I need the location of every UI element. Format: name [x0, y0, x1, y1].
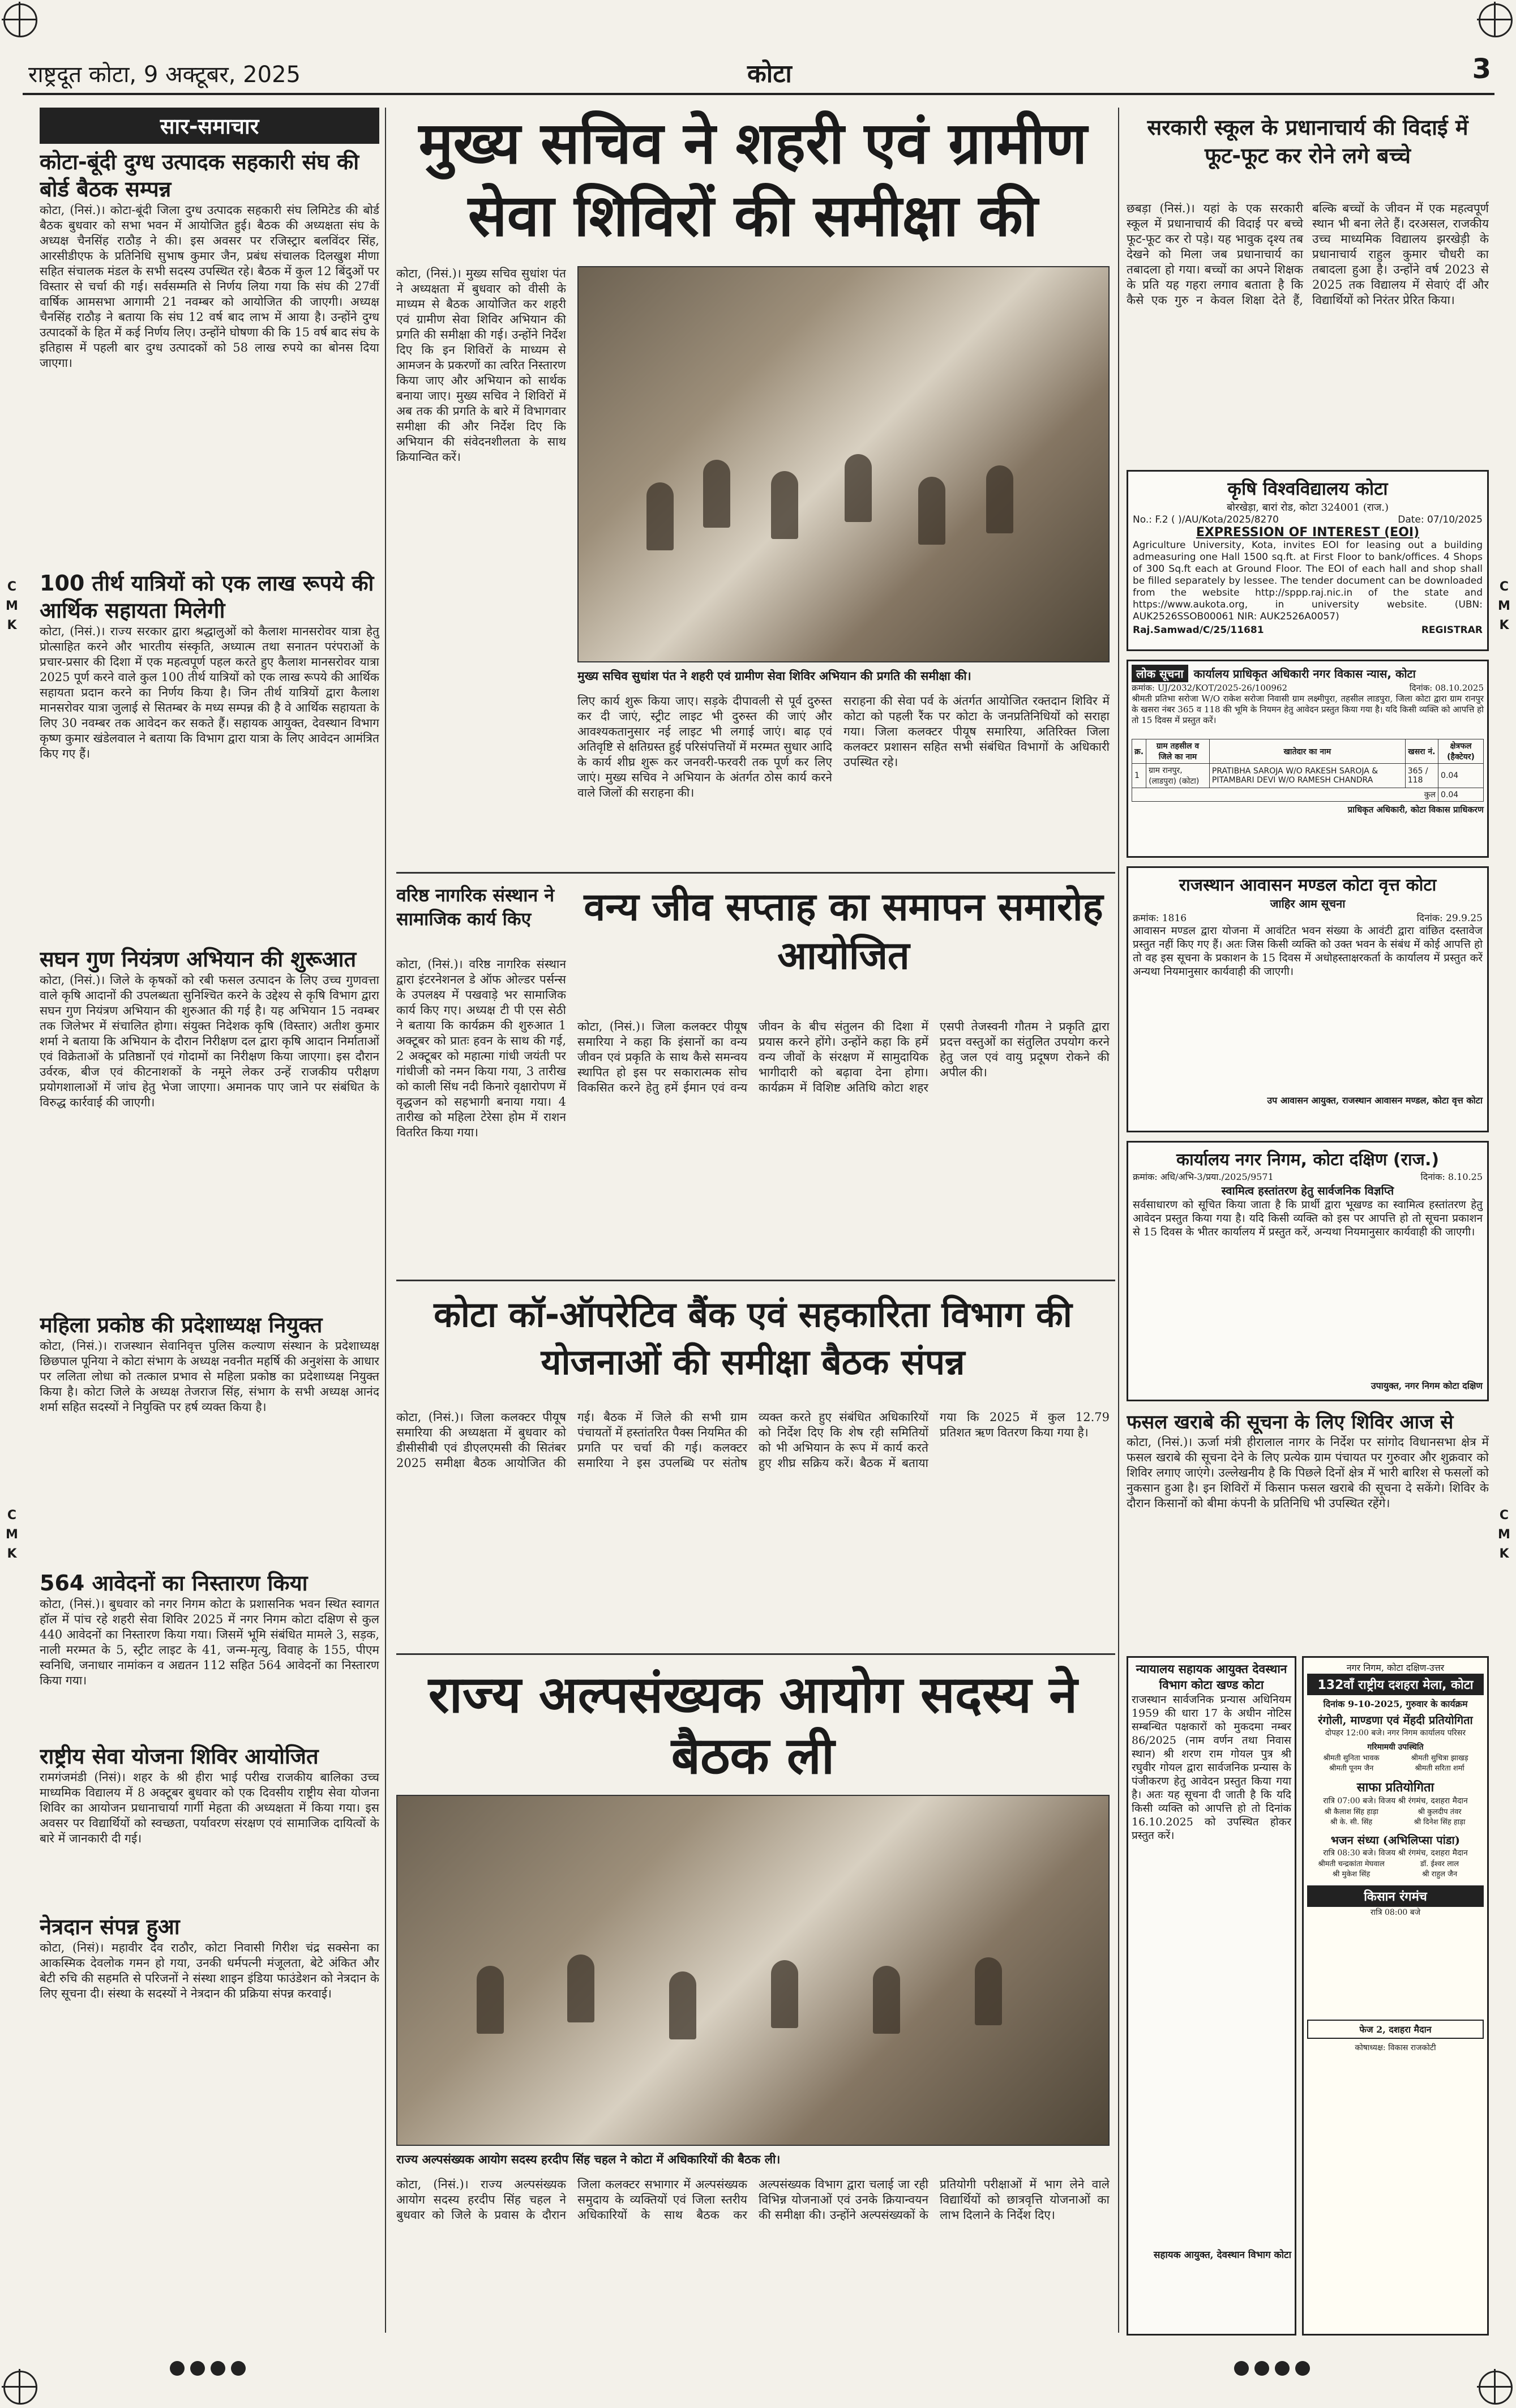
- ad-university-subtitle: बोरखेड़ा, बारां रोड, कोटा 324001 (राज.): [1226, 502, 1389, 514]
- minority-photo-caption: राज्य अल्पसंख्यक आयोग सदस्य हरदीप सिंह चहल ने कोटा में अधिकारियों की बैठक ली।: [396, 2153, 781, 2166]
- ad-nigam-date: दिनांक: 8.10.25: [1420, 1171, 1483, 1182]
- guest-name: श्री राहुल जैन: [1421, 1870, 1458, 1879]
- sidebar-story-text: कोटा, (निसं.)। राज्य सरकार द्वारा श्रद्धालुओं को कैलाश मानसरोवर यात्रा हेतु प्रोत्साहित करने और भारतीय संस्कृति, अध्यात्म तथा सनातन परंपराओं के प्रचार-प्रसार की दिशा में एक महत्वपूर्ण पहल करते हुए कैलाश मानसरोवर यात्रा 2025 पूर्ण करने वाले कुल 100 तीर्थ यात्रियों को एक लाख रूपये की आर्थिक सहायता प्रदान करने का निर्णय किया है। जिन तीर्थ यात्रियों द्वारा कैलाश मानसरोवर यात्रा जुलाई से सितम्बर के मध्य सम्पन्न की है वे आर्थिक सहायता के लिए 30 नवम्बर तक आवेदन कर सकते हैं। सहायक आयुक्त, देवस्थान विभाग कृष्ण कुमार खंडेलवाल ने बताया कि विभाग द्वारा यात्रा के लिए आवेदन आमंत्रित किए गए हैं।: [40, 625, 379, 760]
- ad-dussehra-event1-time: दोपहर 12:00 बजे। नगर निगम कार्यालय परिसर: [1325, 1729, 1466, 1738]
- cmk-mark-right-2: C M K: [1498, 1508, 1510, 1561]
- ad-nigam: [1127, 1141, 1489, 1401]
- table-header: ग्राम तहसील व जिले का नाम: [1146, 739, 1210, 764]
- lead-headline: मुख्य सचिव ने शहरी एवं ग्रामीण सेवा शिविरों की समीक्षा की: [418, 110, 1087, 250]
- ad-uit: [1127, 660, 1489, 858]
- ad-dussehra-guests-label: गरिमामयी उपस्थिति: [1367, 1743, 1424, 1752]
- varishth-headline: वरिष्ठ नागरिक संस्थान ने सामाजिक कार्य किए: [396, 884, 555, 930]
- guest-name: श्री दिनेश सिंह हाड़ा: [1414, 1818, 1466, 1827]
- ad-devasthan-signatory: सहायक आयुक्त, देवस्थान विभाग कोटा: [1153, 2249, 1291, 2261]
- section-rule: [396, 872, 1115, 874]
- ad-dussehra-title: 132वाँ राष्ट्रीय दशहरा मेला, कोटा: [1307, 1674, 1484, 1695]
- registration-mark-top-right: [1479, 3, 1513, 37]
- paper-date: राष्ट्रदूत कोटा, 9 अक्टूबर, 2025: [28, 62, 301, 88]
- guest-name: श्रीमती चन्द्रकांता मेघवाल: [1318, 1860, 1385, 1868]
- ad-devasthan-text: राजस्थान सार्वजनिक प्रन्यास अधिनियम 1959 की धारा 17 के अधीन नोटिस सम्बन्धित पक्षकारों को मुकदमा नम्बर 86/2025 (नाम वर्णन तथा निवास स्थान) श्री शरण राम गोयल पुत्र श्री रघुवीर गोयल द्वारा सार्वजनिक प्रन्यास के पंजीकरण हेतु आवेदन प्रस्तुत किया गया है। अतः यह सूचना दी जाती है कि यदि किसी व्यक्ति को आपत्ति हो तो दिनांक 16.10.2025 को उपस्थित होकर प्रस्तुत करें।: [1132, 1693, 1291, 1842]
- table-header: क्र.: [1132, 739, 1146, 764]
- ad-housing: [1127, 866, 1489, 1132]
- ad-devasthan: [1127, 1656, 1296, 2336]
- ad-housing-ref: क्रमांक: 1816: [1133, 913, 1187, 924]
- ad-university-title: कृषि विश्वविद्यालय कोटा: [1227, 478, 1388, 499]
- sidebar-story-headline: कोटा-बूंदी दुग्ध उत्पादक सहकारी संघ की बोर्ड बैठक सम्पन्न: [40, 149, 359, 202]
- school-headline: सरकारी स्कूल के प्रधानाचार्य की विदाई में फूट-फूट कर रोने लगे बच्चे: [1147, 115, 1468, 168]
- sidebar-story-text: रामगंजमंडी (निसं)। शहर के श्री हीरा भाई परीख राजकीय बालिका उच्च माध्यमिक विद्यालय में 8 अक्टूबर बुधवार को एक दिवसीय राष्ट्रीय सेवा योजना शिविर का आयोजन प्रधानाचार्या गार्गी मेहता की अध्यक्षता में किया गया। इस अवसर पर विद्यार्थियों को स्वच्छता, पर्यावरण संरक्षण एवं सामाजिक दायित्वों के बारे में जानकारी दी गई।: [40, 1770, 379, 1845]
- ad-uit-signatory: प्राधिकृत अधिकारी, कोटा विकास प्राधिकरण: [1347, 805, 1484, 815]
- sidebar-story-text: कोटा, (निसं.)। जिले के कृषकों को रबी फसल उत्पादन के लिए उच्च गुणवत्ता वाले कृषि आदानों की उपलब्धता सुनिश्चित करने के उद्देश्य से कृषि विभाग द्वारा सघन गुण नियंत्रण अभियान की शुरुआत की गई है। यह अभियान 15 नवम्बर तक जिलेभर में संचालित होगा। संयुक्त निदेशक कृषि (विस्तार) अतीश कुमार शर्मा ने बताया कि अभियान के दौरान निरीक्षण दल द्वारा कृषि आदान निर्माताओं एवं विक्रेताओं के प्रतिष्ठानों एवं गोदामों का निरीक्षण किया जाएगा। इस दौरान उर्वरक, बीज एवं कीटनाशकों के नमूने लेकर उन्हें राजकीय परीक्षण प्रयोगशालाओं में जांच हेतु भेजा जाएगा। अमानक पाए जाने पर संबंधित के विरुद्ध कार्रवाई की जाएगी।: [40, 973, 379, 1109]
- sidebar-story-headline: महिला प्रकोष्ठ की प्रदेशाध्यक्ष नियुक्त: [40, 1312, 323, 1337]
- sidebar-story-headline: सघन गुण नियंत्रण अभियान की शुरूआत: [40, 947, 357, 972]
- guest-name: डॉ. ईश्वर लाल: [1420, 1860, 1459, 1868]
- guest-name: श्रीमती पूनम जैन: [1329, 1764, 1374, 1773]
- table-header: खसरा नं.: [1405, 739, 1438, 764]
- guest-name: श्री के. सी. सिंह: [1330, 1818, 1373, 1827]
- guest-name: श्रीमती सुचित्रा झाखड़: [1411, 1754, 1468, 1763]
- ad-dussehra-top: नगर निगम, कोटा दक्षिण-उत्तर: [1346, 1662, 1445, 1673]
- ad-nigam-subtitle: स्वामित्व हस्तांतरण हेतु सार्वजनिक विज्ञप्ति: [1221, 1184, 1394, 1197]
- ad-uit-label: लोक सूचना: [1132, 665, 1188, 682]
- ad-dussehra-event4: किसान रंगमंच: [1307, 1885, 1484, 1907]
- ad-housing-signatory: उप आवासन आयुक्त, राजस्थान आवासन मण्डल, कोटा वृत्त कोटा: [1267, 1095, 1483, 1106]
- page-header: [23, 50, 1494, 95]
- lead-text-a: लिए कार्य शुरू किया जाए। सड़के दीपावली से पूर्व दुरुस्त कर दी जाएं, स्ट्रीट लाइट भी दुरुस्त की जाएं और आवश्यकतानुसार नई लाइट भी लगाई जाएं। बाढ़ एवं अतिवृष्टि से क्षतिग्रस्त हुई परिसंपत्तियों में मरम्मत सुधार आदि के कार्य शीघ्र शुरू कर जनवरी-फरवरी तक पूर्ण कर लिए जाएं। मुख्य सचिव ने अभियान के अंतर्गत ठोस कार्य करने वाले जिलों की सराहना की।: [577, 694, 832, 799]
- guest-name: श्री कुलदीप तंवर: [1417, 1808, 1462, 1816]
- cmk-mark-right-1: C M K: [1498, 580, 1510, 632]
- guest-name: श्री कैलाश सिंह हाड़ा: [1324, 1808, 1378, 1816]
- table-cell: 1: [1132, 764, 1146, 788]
- ad-uit-ref: क्रमांक: UJ/2032/KOT/2025-26/100962: [1132, 683, 1288, 693]
- cmk-mark-left-1: C M K: [6, 580, 18, 632]
- section-rule: [396, 1280, 1115, 1281]
- sidebar-story-headline: 564 आवेदनों का निस्तारण किया: [40, 1571, 308, 1596]
- ad-nigam-title: कार्यालय नगर निगम, कोटा दक्षिण (राज.): [1176, 1150, 1440, 1170]
- ad-dussehra-event4-time: रात्रि 08:00 बजे: [1370, 1908, 1421, 1917]
- ad-dussehra-event2: साफा प्रतियोगिता: [1356, 1780, 1434, 1795]
- cooperative-text: कोटा, (निसं.)। जिला कलक्टर पीयूष समारिया की अध्यक्षता में बुधवार को डीसीसीबी एवं डीएलएमसी की सितंबर 2025 समीक्षा बैठक आयोजित की गई। बैठक में जिले की सभी ग्राम पंचायतों में हस्तांतरित पैक्स नियमित की प्रगति पर चर्चा की गई। कलक्टर समारिया ने इस उपलब्धि पर संतोष व्यक्त करते हुए संबंधित अधिकारियों को निर्देश दिए कि शेष रही समितियों को भी अभियान के रूप में कार्य करते हुए शीघ्र सक्रिय करें। बैठक में बताया गया कि 2025 में कुल 12.79 प्रतिशत ऋण वितरण किया गया है।: [396, 1410, 1110, 1470]
- minority-text: कोटा, (निसं.)। राज्य अल्पसंख्यक आयोग सदस्य हरदीप सिंह चहल ने बुधवार को जिले के प्रवास के दौरान जिला कलक्टर सभागार में अल्पसंख्यक समुदाय के व्यक्तियों एवं जिला स्तरीय अधिकारियों के साथ बैठक कर अल्पसंख्यक विभाग द्वारा चलाई जा रही विभिन्न योजनाओं एवं उनके क्रियान्वयन की समीक्षा की। उन्होंने अल्पसंख्यकों के प्रतियोगी परीक्षाओं में भाग लेने वाले विद्यार्थियों को छात्रवृत्ति योजनाओं का लाभ दिलाने के निर्देश दिए।: [396, 2178, 1110, 2222]
- column-rule: [385, 108, 386, 2333]
- sidebar-title: सार-समाचार: [40, 108, 379, 144]
- print-dots-right: [1234, 2361, 1347, 2384]
- table-header: खातेदार का नाम: [1209, 739, 1405, 764]
- ad-uit-date: दिनांक: 08.10.2025: [1409, 683, 1484, 693]
- guest-name: श्रीमती सरिता शर्मा: [1415, 1764, 1464, 1773]
- registration-mark-top-left: [3, 3, 37, 37]
- ad-dussehra: [1302, 1656, 1489, 2336]
- table-cell: ग्राम रानपुर, (लाडपुरा) (कोटा): [1146, 764, 1210, 788]
- ad-university-heading: EXPRESSION OF INTEREST (EOI): [1196, 525, 1420, 540]
- ad-university: [1127, 470, 1489, 651]
- cooperative-headline: कोटा कॉ-ऑपरेटिव बैंक एवं सहकारिता विभाग की योजनाओं की समीक्षा बैठक संपन्न: [434, 1294, 1072, 1383]
- ad-devasthan-title: न्यायालय सहायक आयुक्त देवस्थान विभाग कोटा खण्ड कोटा: [1136, 1662, 1287, 1692]
- lead-photo-caption: मुख्य सचिव सुधांश पंत ने शहरी एवं ग्रामीण सेवा शिविर अभियान की प्रगति की समीक्षा की।: [577, 669, 971, 683]
- sidebar-story-text: कोटा, (निसं.)। बुधवार को नगर निगम कोटा के प्रशासनिक भवन स्थित स्वागत हॉल में पांच रहे शहरी सेवा शिविर 2025 में नगर निगम कोटा दक्षिण से कुल 440 आवेदनों का निस्तारण किया गया। जिसमें भूमि संबंधित मामले 3, सड़क, नाली मरम्मत के 5, स्ट्रीट लाइट के 41, जन्म-मृत्यु, विवाह के 155, पीएम स्वनिधि, जनाधार नामांकन व अद्यतन 112 सहित 564 आवेदनों का निस्तारण किया गया।: [40, 1597, 379, 1687]
- ad-nigam-signatory: उपायुक्त, नगर निगम कोटा दक्षिण: [1371, 1380, 1483, 1391]
- ad-dussehra-event3-time: रात्रि 08:30 बजे। विजय श्री रंगमंच, दशहरा मैदान: [1323, 1849, 1468, 1858]
- print-dots-left: [170, 2361, 283, 2384]
- registration-mark-bottom-right: [1479, 2371, 1513, 2405]
- flood-story: [1127, 1410, 1489, 1648]
- ad-university-text: Agriculture University, Kota, invites EOI for leasing out a building admeasuring one Hall 1500 sq.ft. at First Floor to bank/offices. 4 Shops of 300 Sq.ft each at Ground Floor. The EOI of each hall and shop shall be filled separately by lessee. The tender document can be downloaded from the website http://sppp.raj.nic.in of the state and https://www.aukota.org, in university website. (UBN: AUK2526SSOB00061 NIR: AUK2526A0057): [1133, 540, 1483, 622]
- vanya-text: कोटा, (निसं.)। जिला कलक्टर पीयूष समारिया ने कहा कि इंसानों का वन्य जीवन एवं प्रकृति के साथ कैसे समन्वय स्थापित हो इस पर सकारात्मक सोच विकसित करने हेतु हमें ईमान एवं वन्य जीवन के बीच संतुलन की दिशा में प्रयास करने होंगे। उन्होंने कहा कि हमें वन्य जीवों के संरक्षण में सामुदायिक भागीदारी को बढ़ावा देना होगा। कार्यक्रम में विशिष्ट अतिथि कोटा शहर एसपी तेजस्वनी गौतम ने प्रकृति द्वारा प्रदत्त वस्तुओं का संतुलित उपयोग करने हेतु जल एवं वायु प्रदूषण रोकने की अपील की।: [577, 1020, 1110, 1094]
- ad-housing-subtitle: जाहिर आम सूचना: [1270, 897, 1346, 910]
- ad-university-signatory: REGISTRAR: [1421, 625, 1483, 636]
- minority-headline: राज्य अल्पसंख्यक आयोग सदस्य ने बैठक ली: [428, 1665, 1078, 1786]
- ad-dussehra-date: दिनांक 9-10-2025, गुरुवार के कार्यक्रम: [1323, 1699, 1468, 1709]
- ad-dussehra-venue: फेज 2, दशहरा मैदान: [1307, 2020, 1484, 2039]
- ad-dussehra-footer: कोषाध्यक्ष: विकास राजकोटी: [1355, 2043, 1436, 2052]
- sidebar-story-headline: 100 तीर्थ यात्रियों को एक लाख रूपये की आर्थिक सहायता मिलेगी: [40, 571, 374, 623]
- ad-university-ref: No.: F.2 ( )/AU/Kota/2025/8270: [1133, 514, 1279, 525]
- sidebar-story-headline: नेत्रदान संपन्न हुआ: [40, 1914, 180, 1939]
- ad-university-date: Date: 07/10/2025: [1398, 514, 1483, 525]
- guest-name: श्री मुकेश सिंह: [1332, 1870, 1371, 1879]
- registration-mark-bottom-left: [3, 2371, 37, 2405]
- varishth-text: कोटा, (निसं.)। वरिष्ठ नागरिक संस्थान द्वारा इंटरनेशनल डे ऑफ ओल्डर पर्सन्स के उपलक्ष्य में पखवाड़े भर सामाजिक कार्य किए गए। अध्यक्ष टी पी एस सेठी ने बताया कि कार्यक्रम की शुरुआत 1 अक्टूबर को प्रातः हवन के साथ की गई, 2 अक्टूबर को महात्मा गांधी जयंती पर गांधीजी को नमन किया गया, 3 तारीख को काली सिंध नदी किनारे वृक्षारोपण में वृद्धजन को सहभागी बनाया गया। 4 तारीख को महिला टेरेसा होम में राशन वितरित किया गया।: [396, 957, 566, 1139]
- table-cell: PRATIBHA SAROJA W/O RAKESH SAROJA & PITAMBARI DEVI W/O RAMESH CHANDRA: [1209, 764, 1405, 788]
- table-row: [1132, 764, 1484, 788]
- school-text: छबड़ा (निसं.)। यहां के एक सरकारी स्कूल में प्रधानाचार्य की विदाई पर बच्चे फूट-फूट कर रो पड़े। यह भावुक दृश्य तब देखने को मिला जब प्रधानाचार्य का तबादला हो गया। बच्चों का अपने शिक्षक के प्रति यह गहरा लगाव बताता है कि कैसे एक गुरु न केवल शिक्षा देते हैं, बल्कि बच्चों के जीवन में एक महत्वपूर्ण स्थान भी बना लेते हैं। दरअसल, राजकीय उच्च माध्यमिक विद्यालय झरखेड़ी के प्रधानाचार्य राहुल कुमार चौधरी का तबादला हुआ है। उन्होंने वर्ष 2023 से 2025 तक विद्यालय में सेवाएं दीं और विद्यार्थियों को निरंतर प्रेरित किया।: [1127, 202, 1489, 307]
- ad-dussehra-event3: भजन संध्या (अभिलिप्सा पांडा): [1330, 1833, 1461, 1847]
- guest-name: श्रीमती सुनिता भावक: [1323, 1754, 1380, 1763]
- ad-dussehra-event1: रंगोली, माण्डणा एवं मेंहदी प्रतियोगिता: [1318, 1713, 1473, 1727]
- ad-nigam-ref: क्रमांक: अधि/अभि-3/प्रया./2025/9571: [1133, 1171, 1274, 1182]
- page-number: 3: [1472, 53, 1491, 85]
- sidebar-story-text: कोटा, (निसं.)। कोटा-बूंदी जिला दुग्ध उत्पादक सहकारी संघ लिमिटेड की बोर्ड बैठक बुधवार को सभा भवन में आयोजित हुई। बैठक की अध्यक्षता संघ के अध्यक्ष चैनसिंह राठौड़ ने की। इस अवसर पर रजिस्ट्रार बलविंदर सिंह, आरसीडीएफ के प्रतिनिधि सुभाष कुमार जैन, प्रबंध संचालक दिलखुश मीणा सहित संचालक मंडल के सभी सदस्य उपस्थित रहे। बैठक में कुल 12 बिंदुओं पर विस्तार से चर्चा की गई। सर्वसम्मति से निर्णय लिया गया कि संघ की 27वीं वार्षिक आमसभा आगामी 21 नवम्बर को आयोजित की जाएगी। अध्यक्ष चैनसिंह राठौड़ ने बताया कि संघ 12 वर्ष बाद लाभ में आया है। उन्होंने दुग्ध उत्पादकों के हित में कई निर्णय लिए। उन्होंने घोषणा की कि 15 वर्ष बाद संघ के इतिहास में पहली बार दुग्ध उत्पादकों को 58 लाख रुपये का बोनस दिया जाएगा।: [40, 203, 379, 370]
- flood-headline-visible: फसल खराबे की सूचना के लिए शिविर आज से: [1127, 1411, 1454, 1434]
- ad-housing-title: राजस्थान आवासन मण्डल कोटा वृत्त कोटा: [1179, 875, 1437, 895]
- vanya-headline: वन्य जीव सप्ताह का समापन समारोह आयोजित: [584, 885, 1103, 978]
- ad-uit-table: [1132, 739, 1484, 802]
- sidebar-story-text: कोटा, (निसं)। महावीर देव राठौर, कोटा निवासी गिरीश चंद्र सक्सेना का आकस्मिक देवलोक गमन हो गया, उनकी धर्मपत्नी मंजूलता, बेटे अंकित और बेटी रुचि की सहमति से परिजनों ने संस्था शाइन इंडिया फाउंडेशन को नेत्रदान के लिए सूचना दी। संस्था के सदस्यों ने नेत्रदान की प्रक्रिया संपन्न करवाई।: [40, 1941, 379, 2000]
- cmk-mark-left-2: C M K: [6, 1508, 18, 1561]
- ad-uit-title: कार्यालय प्राधिकृत अधिकारी नगर विकास न्यास, कोटा: [1193, 667, 1416, 681]
- ad-uit-intro: श्रीमती प्रतिभा सरोजा W/O राकेश सरोजा निवासी ग्राम लक्ष्मीपुरा, तहसील लाडपुरा, जिला कोटा द्वारा ग्राम रानपुर के खसरा नंबर 365 व 118 की भूमि के नियमन हेतु आवेदन प्रस्तुत किया गया है। यदि किसी व्यक्ति को आपत्ति हो तो 15 दिवस में प्रस्तुत करें।: [1132, 694, 1484, 725]
- table-total-value: 0.04: [1438, 788, 1484, 802]
- lead-text-col1: कोटा, (निसं.)। मुख्य सचिव सुधांश पंत ने अध्यक्षता में बुधवार को वीसी के माध्यम से बैठक आयोजित कर शहरी एवं ग्रामीण सेवा शिविर अभियान की प्रगति की समीक्षा की गई। उन्होंने निर्देश दिए कि इन शिविरों के माध्यम से आमजन के प्रकरणों का त्वरित निस्तारण किया जाए और अभियान को सार्थक बनाया जाए। मुख्य सचिव ने शिविरों में अब तक की प्रगति के बारे में विभागवार समीक्षा की और निर्देश दिए कि अभियान की संवेदनशीलता के साथ क्रियान्वित करें।: [396, 267, 566, 464]
- sidebar-column: [40, 108, 379, 2338]
- sidebar-story-text: कोटा, (निसं.)। राजस्थान सेवानिवृत्त पुलिस कल्याण संस्थान के प्रदेशाध्यक्ष छिछपाल पूनिया ने कोटा संभाग के अध्यक्ष नवनीत महर्षि की अनुशंसा के आधार पर ललिता लोधा को तत्काल प्रभाव से महिला प्रकोष्ठ का प्रदेशाध्यक्ष नियुक्त किया है। कोटा जिले के अध्यक्ष तेजराज सिंह, संभाग के सभी अध्यक्ष आनंद शर्मा सहित सदस्यों ने नियुक्ति पर हर्ष व्यक्त किया है।: [40, 1339, 379, 1414]
- table-total-label: कुल: [1132, 788, 1438, 802]
- ad-dussehra-event2-time: रात्रि 07:00 बजे। विजय श्री रंगमंच, दशहरा मैदान: [1323, 1797, 1468, 1806]
- ad-nigam-text: सर्वसाधारण को सूचित किया जाता है कि प्रार्थी द्वारा भूखण्ड का स्वामित्व हस्तांतरण हेतु आवेदन प्रस्तुत किया गया है। यदि किसी व्यक्ति को इस पर आपत्ति हो तो सूचना प्रकाशन से 15 दिवस के भीतर कार्यालय में प्रस्तुत करें, अन्यथा नियमानुसार कार्यवाही की जाएगी।: [1133, 1199, 1483, 1238]
- ad-housing-text: आवासन मण्डल द्वारा योजना में आवंटित भवन संख्या के आवंटी द्वारा वांछित दस्तावेज प्रस्तुत नहीं किए गए हैं। अतः जिस किसी व्यक्ति को उक्त भवन के संबंध में कोई आपत्ति हो तो वह इस सूचना के प्रकाशन के 15 दिवस में अधोहस्ताक्षरकर्ता के कार्यालय में प्रस्तुत करें अन्यथा नियमानुसार कार्यवाही की जाएगी।: [1133, 925, 1483, 978]
- section-rule: [396, 1653, 1115, 1655]
- minority-photo: [396, 1795, 1110, 2146]
- section-name: कोटा: [747, 59, 792, 88]
- table-header: क्षेत्रफल (हैक्टेयर): [1438, 739, 1484, 764]
- ad-housing-date: दिनांक: 29.9.25: [1416, 913, 1483, 924]
- table-cell: 365 / 118: [1405, 764, 1438, 788]
- column-rule: [1118, 108, 1119, 2333]
- sidebar-story-headline: राष्ट्रीय सेवा योजना शिविर आयोजित: [40, 1744, 319, 1769]
- flood-text: कोटा, (निसं.)। ऊर्जा मंत्री हीरालाल नागर के निर्देश पर सांगोद विधानसभा क्षेत्र में फसल खराबे की सूचना देने के लिए प्रत्येक ग्राम पंचायत पर गुरुवार और शुक्रवार को शिविर लगाए जाएंगे। उल्लेखनीय है कि पिछले दिनों क्षेत्र में भारी बारिश से फसलों को नुकसान हुआ है। इन शिविरों में किसान फसल खराबे की सूचना दे सकेंगे। शिविर के दौरान किसानों को बीमा कंपनी के प्रतिनिधि भी उपस्थित रहेंगे।: [1127, 1435, 1489, 1510]
- table-cell: 0.04: [1438, 764, 1484, 788]
- lead-text-b: सराहना की सेवा पर्व के अंतर्गत आयोजित रक्तदान शिविर में कोटा को पहली रैंक पर कोटा के जनप्रतिनिधियों को सराहा गया। जिला कलक्टर पीयूष समारिया, अतिरिक्त जिला कलक्टर प्रशासन सहित सभी संबंधित विभागों के अधिकारी उपस्थित रहे।: [843, 694, 1110, 769]
- ad-university-footer: Raj.Samwad/C/25/11681: [1133, 625, 1264, 636]
- lead-photo: [577, 266, 1110, 662]
